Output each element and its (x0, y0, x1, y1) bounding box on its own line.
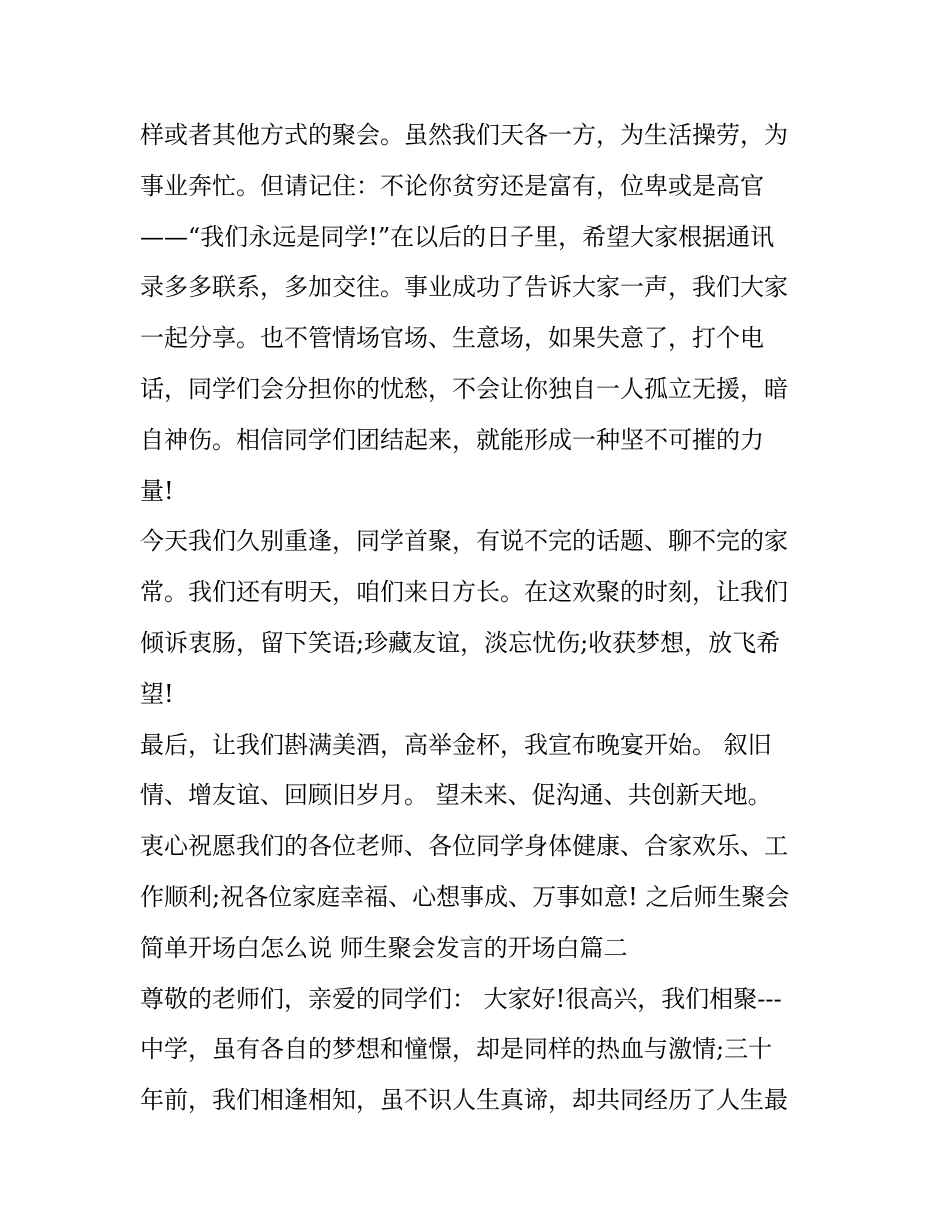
text-line: 作顺利;祝各位家庭幸福、心想事成、万事如意! 之后师生聚会 (140, 882, 790, 911)
text-line: 常。我们还有明天，咱们来日方长。在这欢聚的时刻，让我们 (140, 578, 788, 607)
text-line: 事业奔忙。但请记住：不论你贫穷还是富有，位卑或是高官 (140, 171, 764, 200)
text-line: 倾诉衷肠，留下笑语;珍藏友谊，淡忘忧伤;收获梦想，放飞希 (140, 628, 781, 657)
text-line: 年前，我们相逢相知，虽不识人生真谛，却共同经历了人生最 (140, 1086, 788, 1115)
text-line: ——“我们永远是同学!”在以后的日子里，希望大家根据通讯 (140, 222, 775, 251)
text-line: 中学，虽有各自的梦想和憧憬，却是同样的热血与激情;三十 (140, 1035, 773, 1064)
text-line: 一起分享。也不管情场官场、生意场，如果失意了，打个电 (140, 324, 764, 353)
text-line: 量! (140, 476, 174, 505)
text-line: 尊敬的老师们，亲爱的同学们： 大家好!很高兴，我们相聚--- (140, 984, 782, 1013)
text-line: 望! (140, 679, 174, 708)
text-line: 自神伤。相信同学们团结起来，就能形成一种坚不可摧的力 (140, 425, 764, 454)
text-line: 情、增友谊、回顾旧岁月。 望未来、促沟通、共创新天地。 (140, 781, 772, 810)
text-line: 样或者其他方式的聚会。虽然我们天各一方，为生活操劳，为 (140, 121, 788, 149)
document-body (140, 110, 820, 1126)
text-line: 录多多联系，多加交往。事业成功了告诉大家一声，我们大家 (140, 273, 788, 302)
text-line: 最后，让我们斟满美酒，高举金杯，我宣布晚宴开始。 叙旧 (140, 730, 772, 759)
text-line: 今天我们久别重逢，同学首聚，有说不完的话题、聊不完的家 (140, 527, 788, 556)
text-line: 简单开场白怎么说 师生聚会发言的开场白篇二 (140, 933, 628, 962)
text-line: 衷心祝愿我们的各位老师、各位同学身体健康、合家欢乐、工 (140, 832, 788, 861)
text-line: 话，同学们会分担你的忧愁，不会让你独自一人孤立无援，暗 (140, 374, 788, 403)
